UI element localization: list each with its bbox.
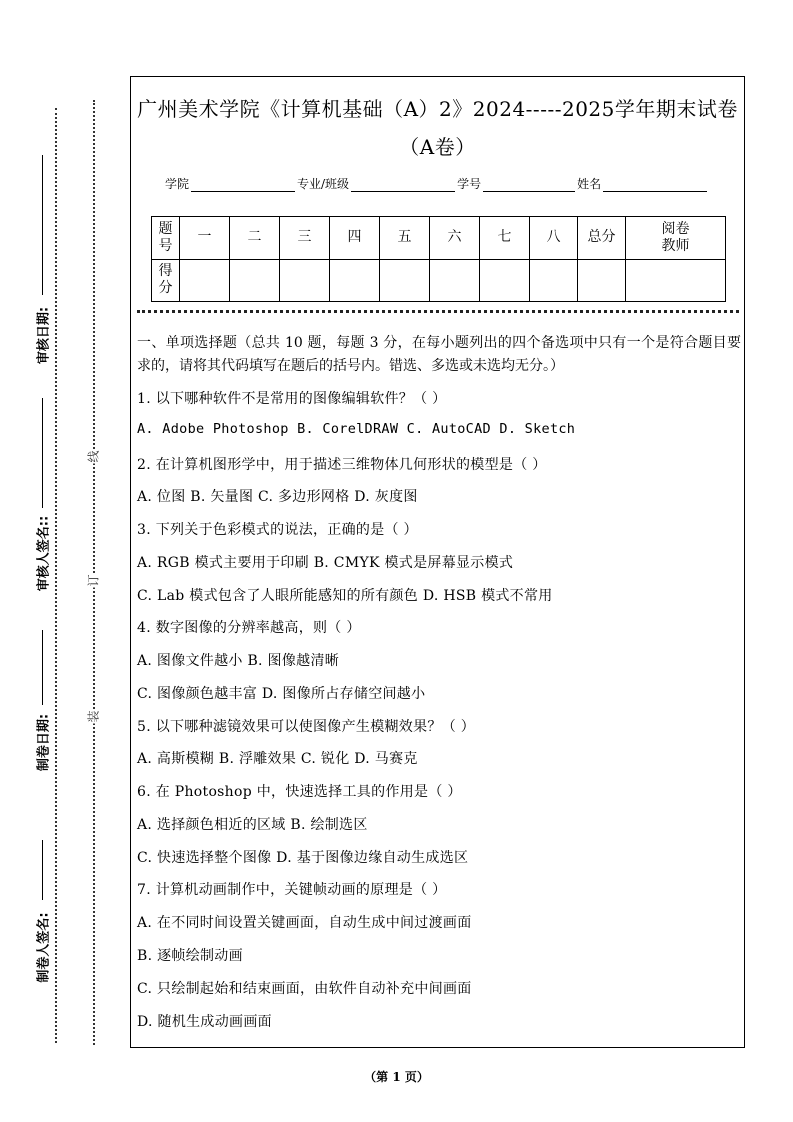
maker-signature-label: 制卷人签名: bbox=[36, 912, 52, 983]
page-number: （第 1 页） bbox=[364, 1070, 429, 1084]
question-6: 6. 在 Photoshop 中，快速选择工具的作用是（ ） bbox=[137, 784, 462, 800]
question-1: 1. 以下哪种软件不是常用的图像编辑软件？（ ） bbox=[137, 391, 447, 407]
reviewer-signature-label: 审核人签名:: bbox=[36, 515, 52, 592]
score-cell bbox=[626, 259, 726, 302]
col-1: 一 bbox=[180, 217, 230, 260]
question-5: 5. 以下哪种滤镜效果可以使图像产生模糊效果？（ ） bbox=[137, 719, 476, 735]
score-cell bbox=[430, 259, 480, 302]
score-table-header-row bbox=[152, 217, 726, 260]
binding-mark-line: 线 bbox=[86, 450, 101, 463]
question-6-options-cd: C. 快速选择整个图像 D. 基于图像边缘自动生成选区 bbox=[137, 850, 469, 866]
binding-mark-bind: 订 bbox=[86, 574, 101, 587]
signature-line-reviewer-date bbox=[42, 155, 43, 295]
score-cell bbox=[480, 259, 530, 302]
question-7-option-d: D. 随机生成动画画面 bbox=[137, 1014, 272, 1030]
field-student-id-blank bbox=[483, 178, 575, 192]
question-2-options: A. 位图 B. 矢量图 C. 多边形网格 D. 灰度图 bbox=[137, 489, 418, 505]
binding-mark-staple: 装 bbox=[86, 710, 101, 723]
col-total: 总分 bbox=[578, 217, 626, 260]
field-student-id-label: 学号 bbox=[457, 177, 482, 191]
col-4: 四 bbox=[330, 217, 380, 260]
binding-dotted-line-inner bbox=[93, 100, 95, 1045]
col-6: 六 bbox=[430, 217, 480, 260]
col-3: 三 bbox=[280, 217, 330, 260]
score-cell bbox=[280, 259, 330, 302]
col-2: 二 bbox=[230, 217, 280, 260]
score-table bbox=[151, 216, 726, 302]
exam-frame bbox=[130, 76, 745, 1048]
binding-dotted-line-outer bbox=[55, 108, 57, 1043]
col-5: 五 bbox=[380, 217, 430, 260]
signature-line-maker-date bbox=[42, 630, 43, 705]
question-3-options-cd: C. Lab 模式包含了人眼所能感知的所有颜色 D. HSB 模式不常用 bbox=[137, 588, 553, 604]
col-reviewer: 阅卷 教师 bbox=[626, 217, 726, 260]
score-head: 得 分 bbox=[152, 259, 180, 302]
score-cell bbox=[230, 259, 280, 302]
question-4-options-cd: C. 图像颜色越丰富 D. 图像所占存储空间越小 bbox=[137, 686, 426, 702]
section-intro: 一、单项选择题（总共 10 题，每题 3 分，在每小题列出的四个备选项中只有一个是符合题目要求的，请将其代码填写在题后的括号内。错选、多选或未选均无分。） bbox=[137, 335, 741, 374]
field-major-class-label: 专业/班级 bbox=[297, 177, 350, 191]
field-college-label: 学院 bbox=[165, 177, 190, 191]
question-number-head: 题 号 bbox=[152, 217, 180, 260]
col-8: 八 bbox=[530, 217, 578, 260]
question-3: 3. 下列关于色彩模式的说法，正确的是（ ） bbox=[137, 522, 418, 538]
question-7-option-c: C. 只绘制起始和结束画面，由软件自动补充中间画面 bbox=[137, 981, 472, 997]
dotted-separator bbox=[137, 310, 739, 313]
question-6-options-ab: A. 选择颜色相近的区域 B. 绘制选区 bbox=[137, 817, 368, 833]
question-1-options: A. Adobe Photoshop B. CorelDRAW C. AutoCAD D. Sketch bbox=[137, 421, 576, 437]
signature-line-maker-signature bbox=[42, 840, 43, 900]
maker-date-label: 制卷日期: bbox=[36, 713, 52, 772]
field-major-class-blank bbox=[351, 178, 455, 192]
question-7: 7. 计算机动画制作中，关键帧动画的原理是（ ） bbox=[137, 882, 447, 898]
question-4-options-ab: A. 图像文件越小 B. 图像越清晰 bbox=[137, 653, 340, 669]
score-cell bbox=[180, 259, 230, 302]
question-7-option-b: B. 逐帧绘制动画 bbox=[137, 948, 243, 964]
exam-subtitle: （A卷） bbox=[399, 135, 476, 159]
student-info-row bbox=[165, 175, 709, 192]
score-table-score-row bbox=[152, 259, 726, 302]
question-3-options-ab: A. RGB 模式主要用于印刷 B. CMYK 模式是屏幕显示模式 bbox=[137, 555, 514, 571]
score-cell bbox=[578, 259, 626, 302]
question-5-options: A. 高斯模糊 B. 浮雕效果 C. 锐化 D. 马赛克 bbox=[137, 751, 418, 767]
exam-title: 广州美术学院《计算机基础（A）2》2024-----2025学年期末试卷 bbox=[137, 97, 738, 121]
question-7-option-a: A. 在不同时间设置关键画面，自动生成中间过渡画面 bbox=[137, 915, 472, 931]
question-4: 4. 数字图像的分辨率越高，则（ ） bbox=[137, 620, 361, 636]
reviewer-date-label: 审核日期: bbox=[36, 306, 52, 365]
field-name-blank bbox=[603, 178, 707, 192]
col-7: 七 bbox=[480, 217, 530, 260]
score-cell bbox=[330, 259, 380, 302]
signature-line-reviewer-signature bbox=[42, 398, 43, 508]
question-2: 2. 在计算机图形学中，用于描述三维物体几何形状的模型是（ ） bbox=[137, 457, 547, 473]
field-name-label: 姓名 bbox=[577, 177, 602, 191]
score-cell bbox=[380, 259, 430, 302]
field-college-blank bbox=[191, 178, 295, 192]
score-cell bbox=[530, 259, 578, 302]
